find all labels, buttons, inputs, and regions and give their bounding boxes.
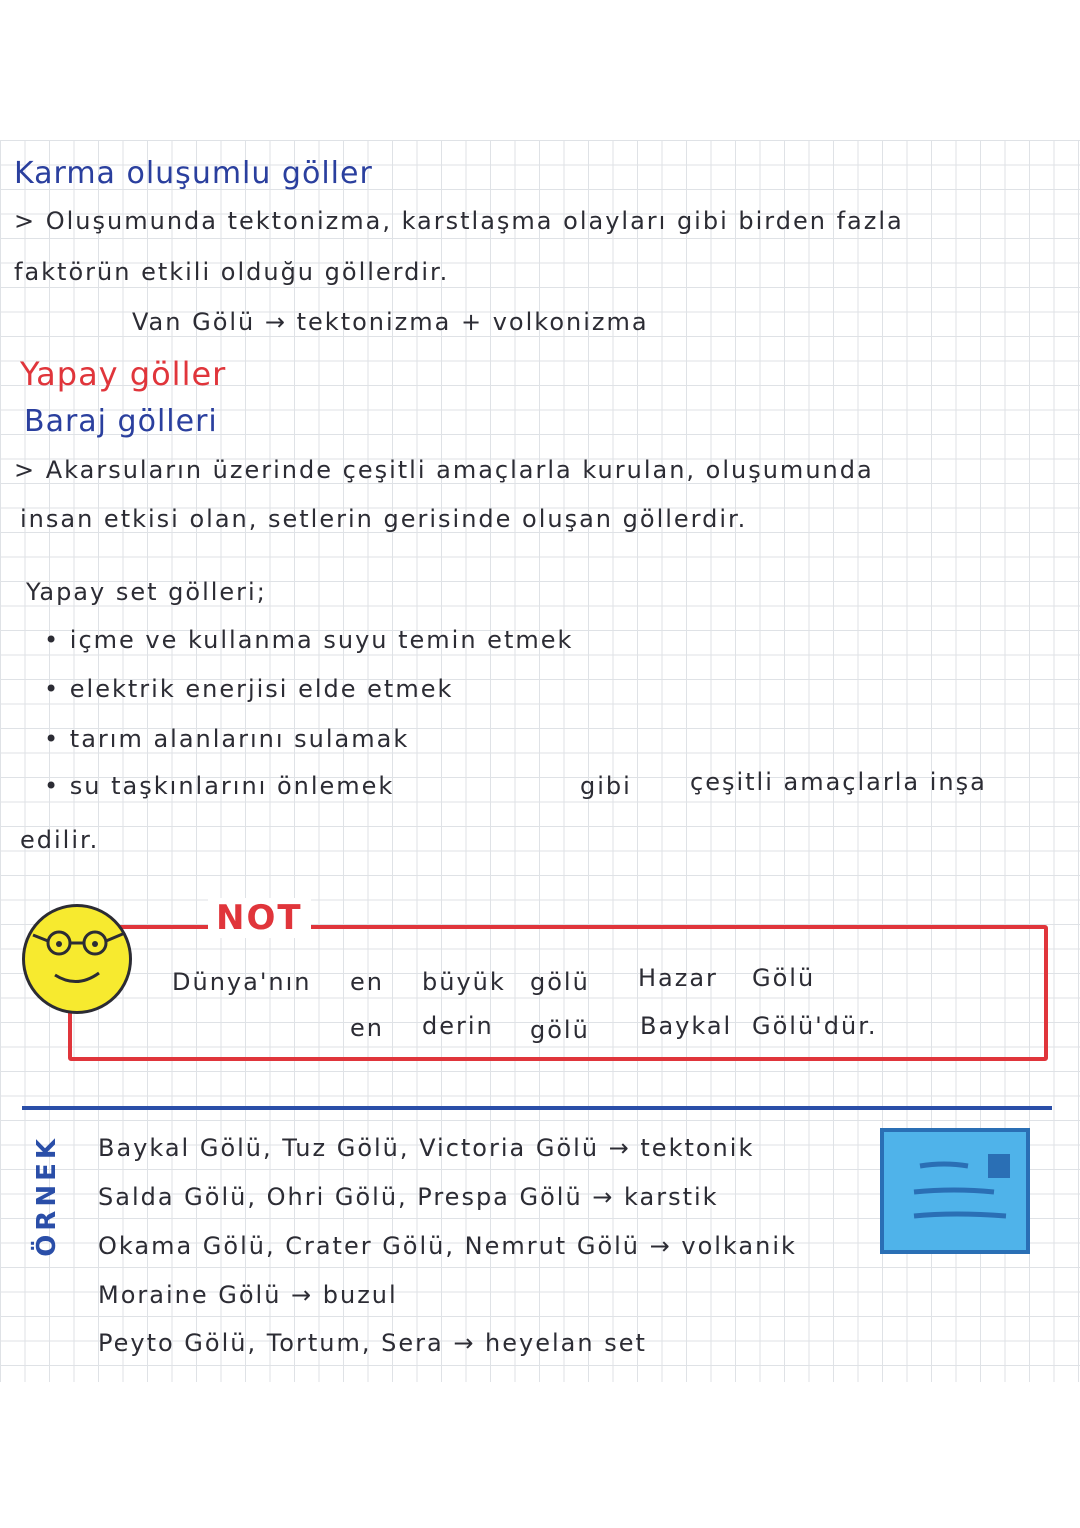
set-bullet-4: • su taşkınlarını önlemek	[44, 772, 395, 800]
heading-yapay: Yapay göller	[20, 355, 227, 393]
note-r1-w6: Gölü	[752, 964, 816, 992]
note-r1-w4: gölü	[530, 968, 590, 996]
note-r2-w1: en	[350, 1014, 384, 1042]
heading-karma: Karma oluşumlu göller	[14, 156, 373, 191]
baraj-line-2: insan etkisi olan, setlerin gerisinde oluşan göllerdir.	[20, 505, 748, 533]
set-tail-edilir: edilir.	[20, 826, 100, 854]
ornek-line-1: Baykal Gölü, Tuz Gölü, Victoria Gölü → tektonik	[98, 1134, 755, 1162]
ornek-line-2: Salda Gölü, Ohri Gölü, Prespa Gölü → karstik	[98, 1183, 719, 1211]
karma-line-1: > Oluşumunda tektonizma, karstlaşma olayları gibi birden fazla	[14, 207, 904, 235]
set-intro: Yapay set gölleri;	[26, 578, 267, 606]
ornek-line-4: Moraine Gölü → buzul	[98, 1281, 398, 1309]
karma-line-3: Van Gölü → tektonizma + volkonizma	[132, 308, 649, 336]
note-r2-w2: derin	[422, 1012, 494, 1040]
ornek-line-3: Okama Gölü, Crater Gölü, Nemrut Gölü → volkanik	[98, 1232, 797, 1260]
set-bullet-3: • tarım alanlarını sulamak	[44, 725, 410, 753]
set-bullet-1: • içme ve kullanma suyu temin etmek	[44, 626, 574, 654]
note-r1-w2: en	[350, 968, 384, 996]
note-title: NOT	[208, 898, 311, 938]
baraj-line-1: > Akarsuların üzerinde çeşitli amaçlarla kurulan, oluşumunda	[14, 456, 874, 484]
heading-baraj: Baraj gölleri	[24, 404, 218, 439]
ornek-divider	[22, 1106, 1052, 1110]
note-r1-w1: Dünya'nın	[172, 968, 312, 996]
ornek-line-5: Peyto Gölü, Tortum, Sera → heyelan set	[98, 1329, 647, 1357]
ornek-label: ÖRNEK	[32, 1135, 62, 1257]
note-r1-w3: büyük	[422, 968, 506, 996]
smiley-face-icon	[22, 904, 132, 1014]
set-tail-amac: çeşitli amaçlarla inşa	[690, 768, 987, 796]
karma-line-2: faktörün etkili olduğu göllerdir.	[14, 258, 450, 286]
note-r2-w3: gölü	[530, 1016, 590, 1044]
note-r1-w5: Hazar	[638, 964, 718, 992]
note-r2-w4: Baykal	[640, 1012, 733, 1040]
set-bullet-2: • elektrik enerjisi elde etmek	[44, 675, 454, 703]
note-r2-w5: Gölü'dür.	[752, 1012, 878, 1040]
id-card-icon	[880, 1128, 1030, 1254]
set-tail-gibi: gibi	[580, 772, 632, 800]
